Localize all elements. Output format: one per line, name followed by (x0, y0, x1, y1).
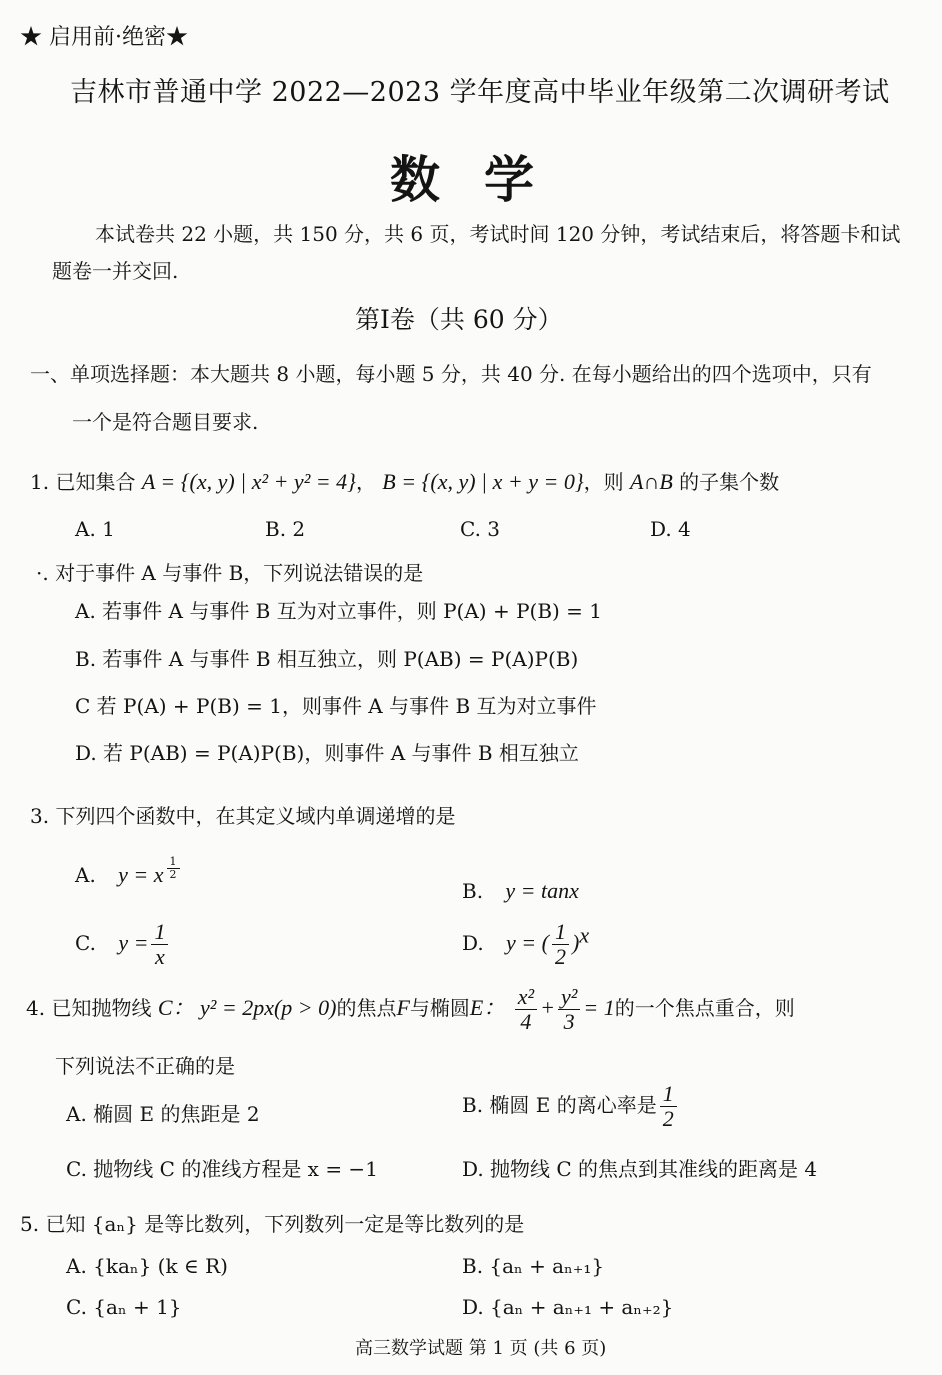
intro-line-1: 本试卷共 22 小题，共 150 分，共 6 页，考试时间 120 分钟，考试结束后，将答题卡和试 (95, 222, 901, 246)
part-title: 第Ⅰ卷（共 60 分） (355, 305, 563, 334)
option-fraction (660, 1082, 677, 1131)
question-4-option-a: A. 椭圆 E 的焦距是 2 (66, 1102, 260, 1126)
intro-line-2: 题卷一并交回. (52, 259, 179, 283)
fraction-numerator: 1 (552, 920, 569, 945)
option-label: A. (75, 863, 96, 887)
fraction-denominator: 2 (169, 868, 177, 882)
fraction-denominator: 2 (554, 944, 566, 970)
question-5-option-b: B. {aₙ + aₙ₊₁} (462, 1254, 605, 1278)
stem-text: 已知 {aₙ} 是等比数列，下列数列一定是等比数列的是 (45, 1212, 525, 1236)
question-number: 1. (30, 470, 50, 494)
option-fraction (151, 920, 168, 969)
question-1-option-d: D. 4 (650, 517, 691, 541)
question-4-option-b (462, 1082, 680, 1131)
stem-text: 的子集个数 (679, 470, 780, 494)
stem-text: 已知集合 (55, 470, 136, 494)
fraction-denominator: 3 (563, 1009, 575, 1035)
question-4-stem (26, 985, 795, 1034)
option-expr: ) (571, 930, 580, 956)
question-5-option-a: A. {kaₙ} (k ∈ R) (66, 1254, 228, 1278)
option-expr: y = ( (506, 930, 549, 956)
question-4-stem-line-2: 下列说法不正确的是 (55, 1054, 235, 1078)
option-label: B. (462, 879, 484, 903)
equals-expr: = 1 (583, 995, 615, 1021)
page-footer: 高三数学试题 第 1 页 (共 6 页) (355, 1338, 607, 1359)
question-5-option-d: D. {aₙ + aₙ₊₁ + aₙ₊₂} (462, 1295, 674, 1319)
fraction-numerator: y² (558, 985, 580, 1010)
set-a-expr: A = {(x, y) | x² + y² = 4} (141, 469, 356, 494)
question-3-option-c (75, 920, 171, 969)
question-1-option-b: B. 2 (265, 517, 306, 541)
stem-text: 与椭圆 (409, 996, 470, 1021)
stem-text: 的一个焦点重合，则 (614, 996, 795, 1021)
focus-expr: F (396, 995, 410, 1021)
question-number: 4. (26, 996, 46, 1021)
option-expr: y = (118, 930, 149, 956)
plus-sign: + (540, 995, 555, 1021)
ellipse-expr: E： (469, 995, 506, 1021)
question-3-stem (30, 800, 455, 829)
ellipse-fraction-y (558, 985, 580, 1034)
intersection-expr: A∩B (630, 469, 673, 494)
question-3-option-d (462, 920, 589, 969)
option-label: C. (75, 931, 96, 956)
stem-text: 下列四个函数中，在其定义域内单调递增的是 (55, 804, 456, 828)
fraction-numerator: x² (515, 985, 537, 1010)
fraction-denominator: x (155, 944, 165, 970)
secret-label: ★ 启用前·绝密★ (20, 25, 188, 50)
option-expr: y = tanx (505, 878, 579, 903)
option-fraction (552, 920, 569, 969)
subject-title: 数学 (390, 150, 578, 209)
option-text: B. 椭圆 E 的离心率是 (462, 1093, 657, 1118)
question-1-option-c: C. 3 (460, 517, 501, 541)
section-instructions-line-1: 一、单项选择题：本大题共 8 小题，每小题 5 分，共 40 分. 在每小题给出的四个选项中，只有 (30, 362, 872, 386)
question-1-option-a: A. 1 (75, 517, 115, 541)
fraction-denominator: 4 (520, 1009, 532, 1035)
fraction-numerator: 1 (151, 920, 168, 945)
question-5-stem (20, 1208, 524, 1237)
question-4-option-d: D. 抛物线 C 的焦点到其准线的距离是 4 (462, 1157, 818, 1181)
parabola-expr: C： y² = 2px(p > 0) (157, 995, 337, 1021)
question-number: 5. (20, 1212, 40, 1236)
stem-text: ，则 (583, 470, 624, 494)
section-instructions-line-2: 一个是符合题目要求. (72, 410, 259, 434)
exponent: x (579, 922, 590, 948)
question-2-option-d: D. 若 P(AB) = P(A)P(B)，则事件 A 与事件 B 相互独立 (75, 741, 579, 765)
fraction-numerator: 1 (660, 1082, 677, 1107)
ellipse-fraction-x (515, 985, 537, 1034)
question-5-option-c: C. {aₙ + 1} (66, 1295, 182, 1319)
question-number: 3. (30, 804, 50, 828)
question-2-option-c: C 若 P(A) + P(B) = 1，则事件 A 与事件 B 互为对立事件 (75, 694, 597, 718)
fraction-numerator: 1 (167, 856, 180, 869)
stem-text: 已知抛物线 (51, 996, 152, 1021)
stem-text: 对于事件 A 与事件 B，下列说法错误的是 (55, 561, 424, 585)
set-b-expr: B = {(x, y) | x + y = 0} (382, 469, 584, 494)
question-2-option-b: B. 若事件 A 与事件 B 相互独立，则 P(AB) = P(A)P(B) (75, 647, 579, 671)
question-3-option-a (75, 855, 183, 888)
option-label: D. (462, 931, 484, 956)
question-1-stem: 1. 已知集合 A = {(x, y) | x² + y² = 4}， B = {(x, y) | x + y = 0}，则 A∩B 的子集个数 (30, 469, 780, 494)
option-expr: y = x (118, 862, 164, 887)
question-2-option-a: A. 若事件 A 与事件 B 互为对立事件，则 P(A) + P(B) = 1 (75, 599, 603, 623)
exponent-fraction (167, 856, 180, 881)
fraction-denominator: 2 (662, 1106, 674, 1132)
question-4-option-c: C. 抛物线 C 的准线方程是 x = −1 (66, 1157, 378, 1181)
exam-title: 吉林市普通中学 2022—2023 学年度高中毕业年级第二次调研考试 (70, 77, 890, 108)
question-2-stem (36, 557, 423, 586)
question-number: ·. (36, 561, 49, 585)
question-3-option-b (462, 878, 579, 904)
stem-text: 的焦点 (336, 996, 397, 1021)
